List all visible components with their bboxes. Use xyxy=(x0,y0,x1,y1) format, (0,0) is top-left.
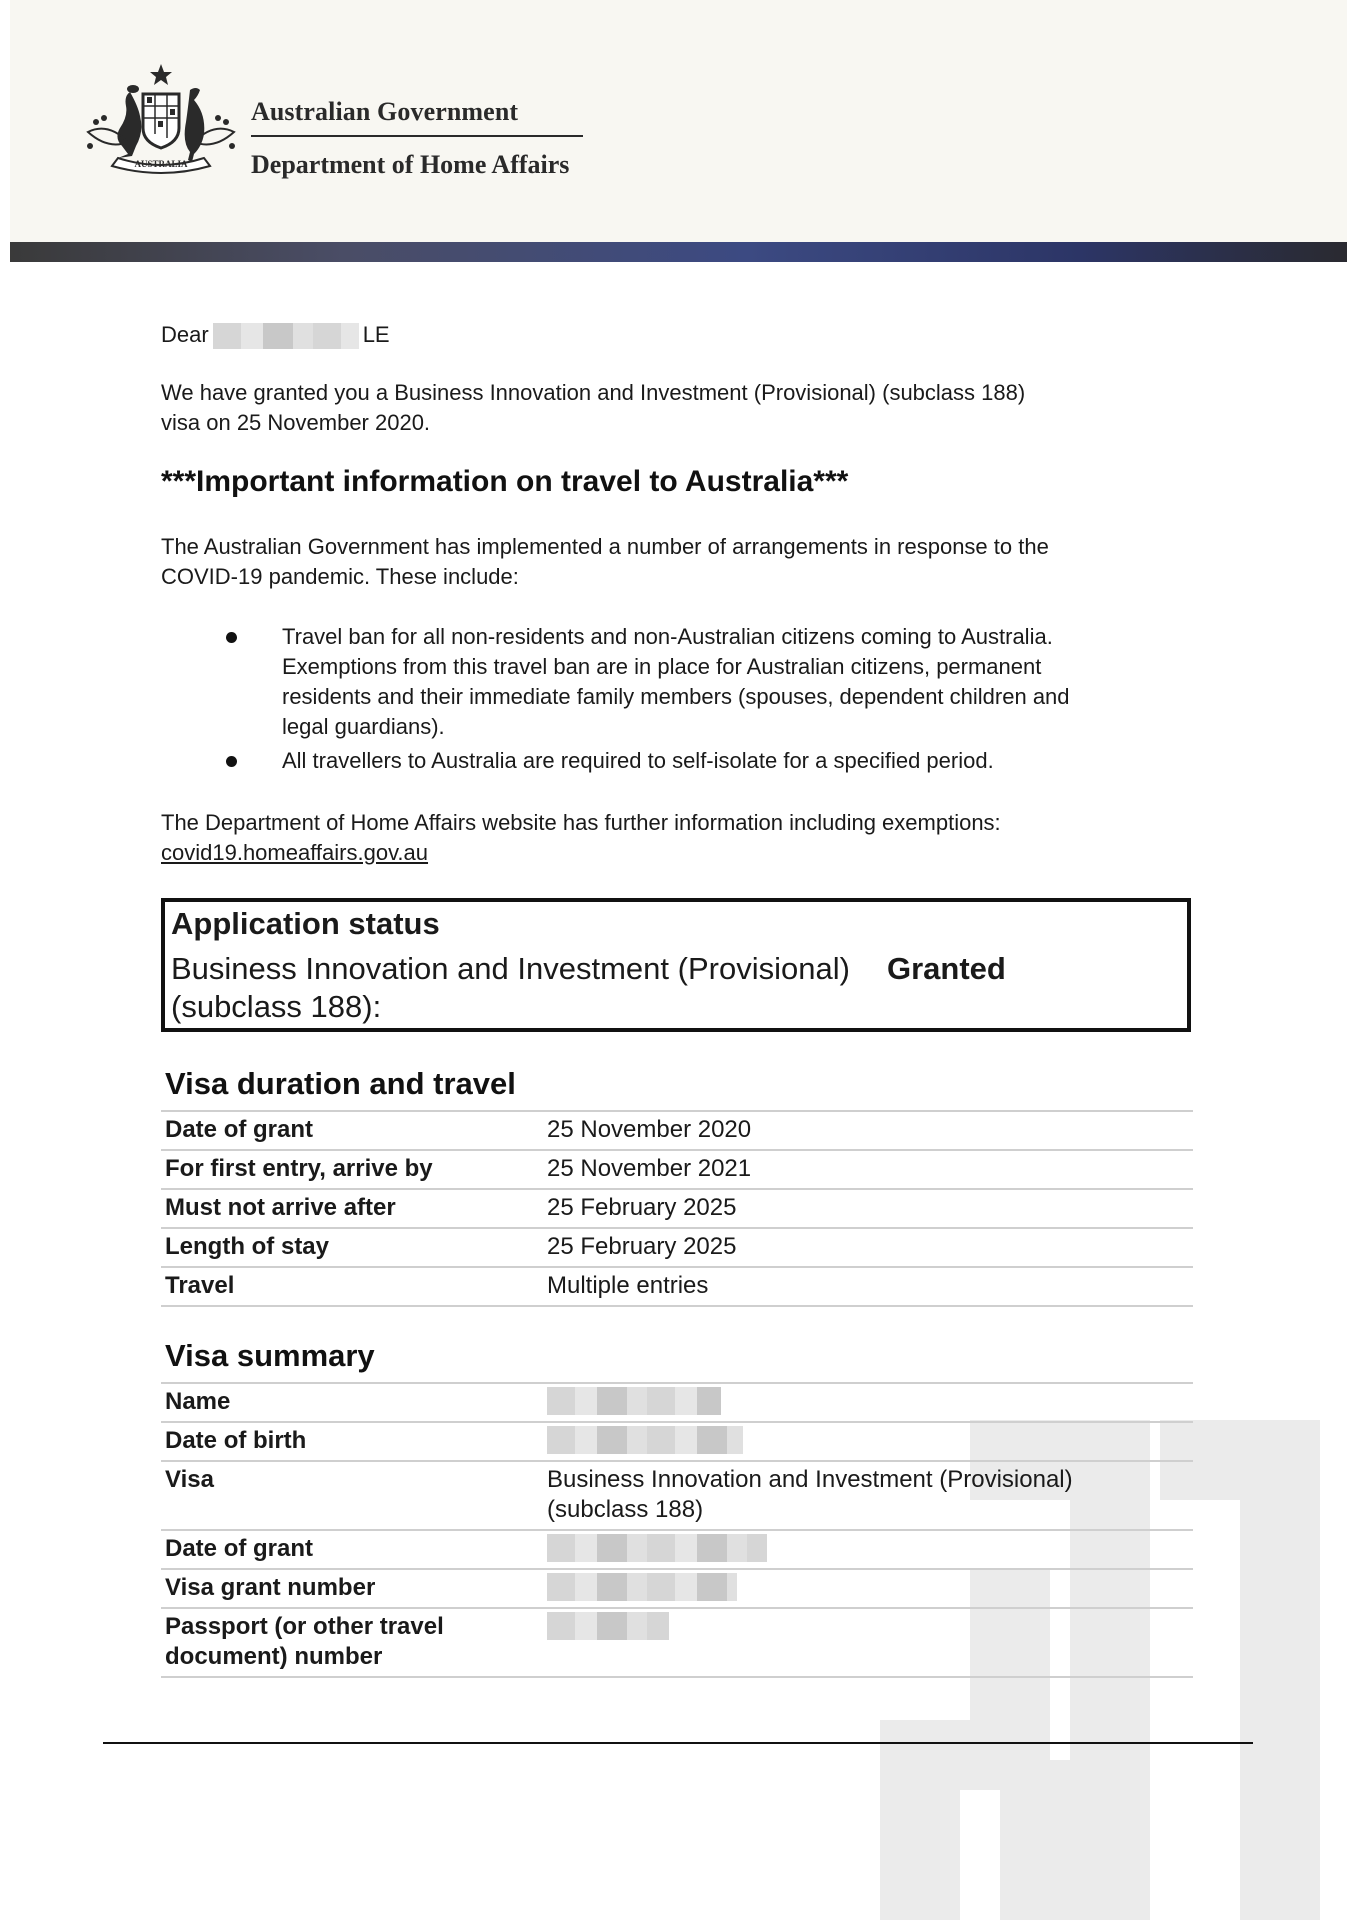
list-item xyxy=(222,622,1202,742)
list-item-line: All travellers to Australia are required to self-isolate for a specified period. xyxy=(282,748,994,773)
website-link[interactable]: covid19.homeaffairs.gov.au xyxy=(161,840,429,865)
visa-line: Business Innovation and Investment (Provisional) xyxy=(547,1466,1073,1493)
intro-paragraph xyxy=(161,378,1161,438)
status-visa-line: Business Innovation and Investment (Provisional) xyxy=(171,951,850,986)
row-value xyxy=(547,1387,1167,1415)
duration-table xyxy=(161,1110,1193,1307)
table-row xyxy=(161,1151,1193,1190)
redacted-grant-number xyxy=(547,1573,737,1601)
row-label: Date of grant xyxy=(165,1116,314,1143)
footer-rule xyxy=(103,1742,1253,1744)
intro-line: We have granted you a Business Innovation and Investment (Provisional) (subclass 188) xyxy=(161,380,1026,405)
website-paragraph xyxy=(161,808,1201,868)
list-item xyxy=(222,746,1202,776)
duration-heading: Visa duration and travel xyxy=(165,1066,516,1101)
important-heading: ***Important information on travel to Australia*** xyxy=(161,465,849,498)
covid-line: COVID-19 pandemic. These include: xyxy=(161,564,519,589)
row-label xyxy=(165,1612,535,1672)
row-value: 25 November 2021 xyxy=(547,1155,752,1182)
row-label: Visa xyxy=(165,1466,214,1493)
status-visa-line: (subclass 188): xyxy=(171,989,382,1024)
summary-table xyxy=(161,1382,1193,1678)
salutation-prefix: Dear xyxy=(161,322,209,347)
label-line: Passport (or other travel xyxy=(165,1613,444,1640)
agency-name: Australian Government xyxy=(251,97,519,126)
row-value: 25 February 2025 xyxy=(547,1233,737,1260)
list-item-line: residents and their immediate family members (spouses, dependent children and xyxy=(282,684,1070,709)
covid-paragraph xyxy=(161,532,1191,592)
row-label: Length of stay xyxy=(165,1233,330,1260)
status-heading: Application status xyxy=(171,906,440,941)
agency-rule xyxy=(251,135,583,137)
intro-line: visa on 25 November 2020. xyxy=(161,410,431,435)
application-status-box xyxy=(161,898,1191,1032)
redacted-passport-number xyxy=(547,1612,669,1640)
row-value xyxy=(547,1612,1167,1640)
row-label: Visa grant number xyxy=(165,1574,376,1601)
travel-measures-list xyxy=(222,622,1202,780)
summary-heading: Visa summary xyxy=(165,1338,375,1373)
redacted-date-of-birth xyxy=(547,1426,743,1454)
table-row xyxy=(161,1229,1193,1268)
row-value xyxy=(547,1573,1167,1601)
svg-text:AUSTRALIA: AUSTRALIA xyxy=(134,159,188,169)
status-value: Granted xyxy=(887,951,1006,986)
row-label: Date of grant xyxy=(165,1535,314,1562)
salutation xyxy=(161,320,390,350)
table-row xyxy=(161,1112,1193,1151)
header-bar xyxy=(10,242,1347,262)
table-row xyxy=(161,1570,1193,1609)
list-item-line: legal guardians). xyxy=(282,714,445,739)
visa-line: (subclass 188) xyxy=(547,1496,704,1523)
list-item-line: Exemptions from this travel ban are in place for Australian citizens, permanent xyxy=(282,654,1042,679)
redacted-name xyxy=(547,1387,721,1415)
list-item-line: Travel ban for all non-residents and non-Australian citizens coming to Australia. xyxy=(282,624,1053,649)
table-row xyxy=(161,1462,1193,1531)
table-row xyxy=(161,1384,1193,1423)
table-row xyxy=(161,1190,1193,1229)
row-label: For first entry, arrive by xyxy=(165,1155,433,1182)
row-value xyxy=(547,1426,1167,1454)
website-text: The Department of Home Affairs website has further information including exemptions: xyxy=(161,810,1001,835)
row-label: Travel xyxy=(165,1272,235,1299)
row-value: 25 November 2020 xyxy=(547,1116,752,1143)
row-label: Name xyxy=(165,1388,231,1415)
table-row xyxy=(161,1609,1193,1678)
row-value xyxy=(547,1465,1167,1525)
table-row xyxy=(161,1423,1193,1462)
redacted-grant-date xyxy=(547,1534,767,1562)
status-visa-name xyxy=(171,950,871,1026)
label-line: document) number xyxy=(165,1643,383,1670)
table-row xyxy=(161,1531,1193,1570)
redacted-name xyxy=(213,323,359,349)
row-value xyxy=(547,1534,1167,1562)
coat-of-arms-icon xyxy=(78,62,244,184)
row-label: Must not arrive after xyxy=(165,1194,396,1221)
salutation-suffix: LE xyxy=(362,322,390,347)
covid-line: The Australian Government has implemented a number of arrangements in response to the xyxy=(161,534,1049,559)
row-label: Date of birth xyxy=(165,1427,307,1454)
row-value: Multiple entries xyxy=(547,1272,709,1299)
table-row xyxy=(161,1268,1193,1307)
department-name: Department of Home Affairs xyxy=(251,150,570,179)
row-value: 25 February 2025 xyxy=(547,1194,737,1221)
